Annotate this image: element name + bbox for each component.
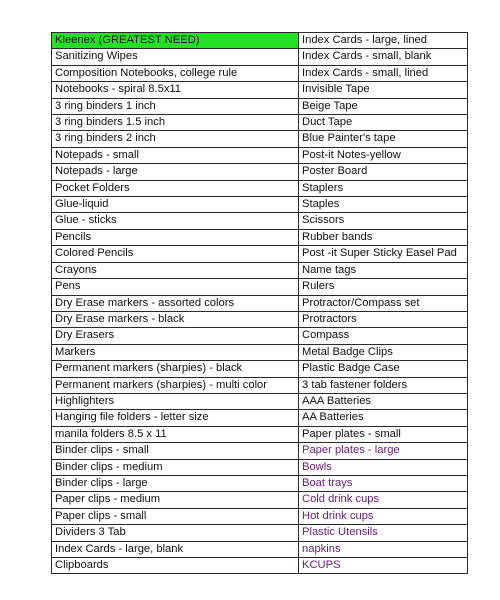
- table-row: [52, 459, 468, 475]
- supply-item-cell: Dry Erase markers - assorted colors: [52, 295, 299, 311]
- supply-item-cell: Post-it Notes-yellow: [299, 147, 468, 163]
- supply-item-cell: Sanitizing Wipes: [52, 49, 299, 65]
- table-row: [52, 246, 468, 262]
- supply-item-cell: Highlighters: [52, 393, 299, 409]
- table-row: [52, 344, 468, 360]
- table-row: [52, 475, 468, 491]
- table-row: [52, 279, 468, 295]
- table-row: [52, 164, 468, 180]
- table-row: [52, 295, 468, 311]
- supply-item-cell: manila folders 8.5 x 11: [52, 426, 299, 442]
- table-row: [52, 33, 468, 49]
- supply-item-cell: Rulers: [299, 279, 468, 295]
- supply-item-cell: Crayons: [52, 262, 299, 278]
- table-row: [52, 311, 468, 327]
- table-row: [52, 65, 468, 81]
- supply-item-cell: Composition Notebooks, college rule: [52, 65, 299, 81]
- supply-item-cell: Notepads - small: [52, 147, 299, 163]
- supply-item-cell: Metal Badge Clips: [299, 344, 468, 360]
- supply-item-cell: Protractors: [299, 311, 468, 327]
- supply-item-cell: Index Cards - small, blank: [299, 49, 468, 65]
- supply-item-cell: napkins: [299, 541, 468, 557]
- supply-item-cell: Index Cards - large, lined: [299, 33, 468, 49]
- supply-item-cell: Binder clips - medium: [52, 459, 299, 475]
- supply-item-cell: Name tags: [299, 262, 468, 278]
- supply-item-cell: 3 ring binders 2 inch: [52, 131, 299, 147]
- table-row: [52, 410, 468, 426]
- table-row: [52, 508, 468, 524]
- supply-item-cell: Beige Tape: [299, 98, 468, 114]
- table-row: [52, 377, 468, 393]
- supply-item-cell: 3 tab fastener folders: [299, 377, 468, 393]
- supply-item-cell: Colored Pencils: [52, 246, 299, 262]
- supply-list-body: [52, 33, 468, 574]
- supply-item-cell: Pens: [52, 279, 299, 295]
- table-row: [52, 197, 468, 213]
- supply-item-cell: Compass: [299, 328, 468, 344]
- table-row: [52, 525, 468, 541]
- supply-item-cell: Staplers: [299, 180, 468, 196]
- table-row: [52, 98, 468, 114]
- supply-item-cell: Notepads - large: [52, 164, 299, 180]
- supply-item-cell: Dry Erase markers - black: [52, 311, 299, 327]
- supply-item-cell: AAA Batteries: [299, 393, 468, 409]
- supply-item-cell: AA Batteries: [299, 410, 468, 426]
- supply-item-cell: Paper plates - small: [299, 426, 468, 442]
- supply-item-cell: Post -it Super Sticky Easel Pad: [299, 246, 468, 262]
- supply-item-cell: Paper clips - medium: [52, 492, 299, 508]
- table-row: [52, 393, 468, 409]
- table-row: [52, 49, 468, 65]
- supply-item-cell: Glue - sticks: [52, 213, 299, 229]
- supply-item-cell: Plastic Utensils: [299, 525, 468, 541]
- supply-item-cell: Notebooks - spiral 8.5x11: [52, 82, 299, 98]
- supply-item-cell: Duct Tape: [299, 115, 468, 131]
- table-row: [52, 262, 468, 278]
- supply-item-cell: Binder clips - small: [52, 443, 299, 459]
- supply-item-cell: Glue-liquid: [52, 197, 299, 213]
- supply-item-cell: Rubber bands: [299, 229, 468, 245]
- supply-item-cell: Dividers 3 Tab: [52, 525, 299, 541]
- supply-item-cell: Protractor/Compass set: [299, 295, 468, 311]
- supply-item-cell: Dry Erasers: [52, 328, 299, 344]
- table-row: [52, 492, 468, 508]
- supply-item-cell: Poster Board: [299, 164, 468, 180]
- table-row: [52, 558, 468, 574]
- supply-item-cell: Binder clips - large: [52, 475, 299, 491]
- supply-item-cell: Permanent markers (sharpies) - black: [52, 361, 299, 377]
- supply-item-cell: KCUPS: [299, 558, 468, 574]
- table-row: [52, 147, 468, 163]
- table-row: [52, 131, 468, 147]
- supply-item-cell: Bowls: [299, 459, 468, 475]
- table-row: [52, 443, 468, 459]
- supply-item-cell: Blue Painter's tape: [299, 131, 468, 147]
- supply-item-cell: Scissors: [299, 213, 468, 229]
- table-row: [52, 541, 468, 557]
- supply-item-cell: Plastic Badge Case: [299, 361, 468, 377]
- supply-item-cell: Paper plates - large: [299, 443, 468, 459]
- supply-item-cell: Clipboards: [52, 558, 299, 574]
- table-row: [52, 180, 468, 196]
- supply-list-table: [51, 32, 468, 574]
- table-row: [52, 115, 468, 131]
- supply-item-cell: Boat trays: [299, 475, 468, 491]
- table-row: [52, 328, 468, 344]
- table-row: [52, 229, 468, 245]
- supply-item-cell: Hot drink cups: [299, 508, 468, 524]
- supply-item-cell: Paper clips - small: [52, 508, 299, 524]
- supply-item-cell: Cold drink cups: [299, 492, 468, 508]
- supply-item-cell: Index Cards - large, blank: [52, 541, 299, 557]
- supply-item-cell: Pocket Folders: [52, 180, 299, 196]
- supply-item-cell: 3 ring binders 1 inch: [52, 98, 299, 114]
- supply-item-cell: Index Cards - small, lined: [299, 65, 468, 81]
- supply-item-cell: Markers: [52, 344, 299, 360]
- supply-item-cell: Hanging file folders - letter size: [52, 410, 299, 426]
- supply-item-cell: Permanent markers (sharpies) - multi color: [52, 377, 299, 393]
- table-row: [52, 426, 468, 442]
- table-row: [52, 213, 468, 229]
- table-row: [52, 361, 468, 377]
- supply-item-cell: Staples: [299, 197, 468, 213]
- supply-item-cell: Invisible Tape: [299, 82, 468, 98]
- priority-item-cell: Kleenex (GREATEST NEED): [52, 33, 299, 49]
- supply-item-cell: 3 ring binders 1.5 inch: [52, 115, 299, 131]
- supply-item-cell: Pencils: [52, 229, 299, 245]
- table-row: [52, 82, 468, 98]
